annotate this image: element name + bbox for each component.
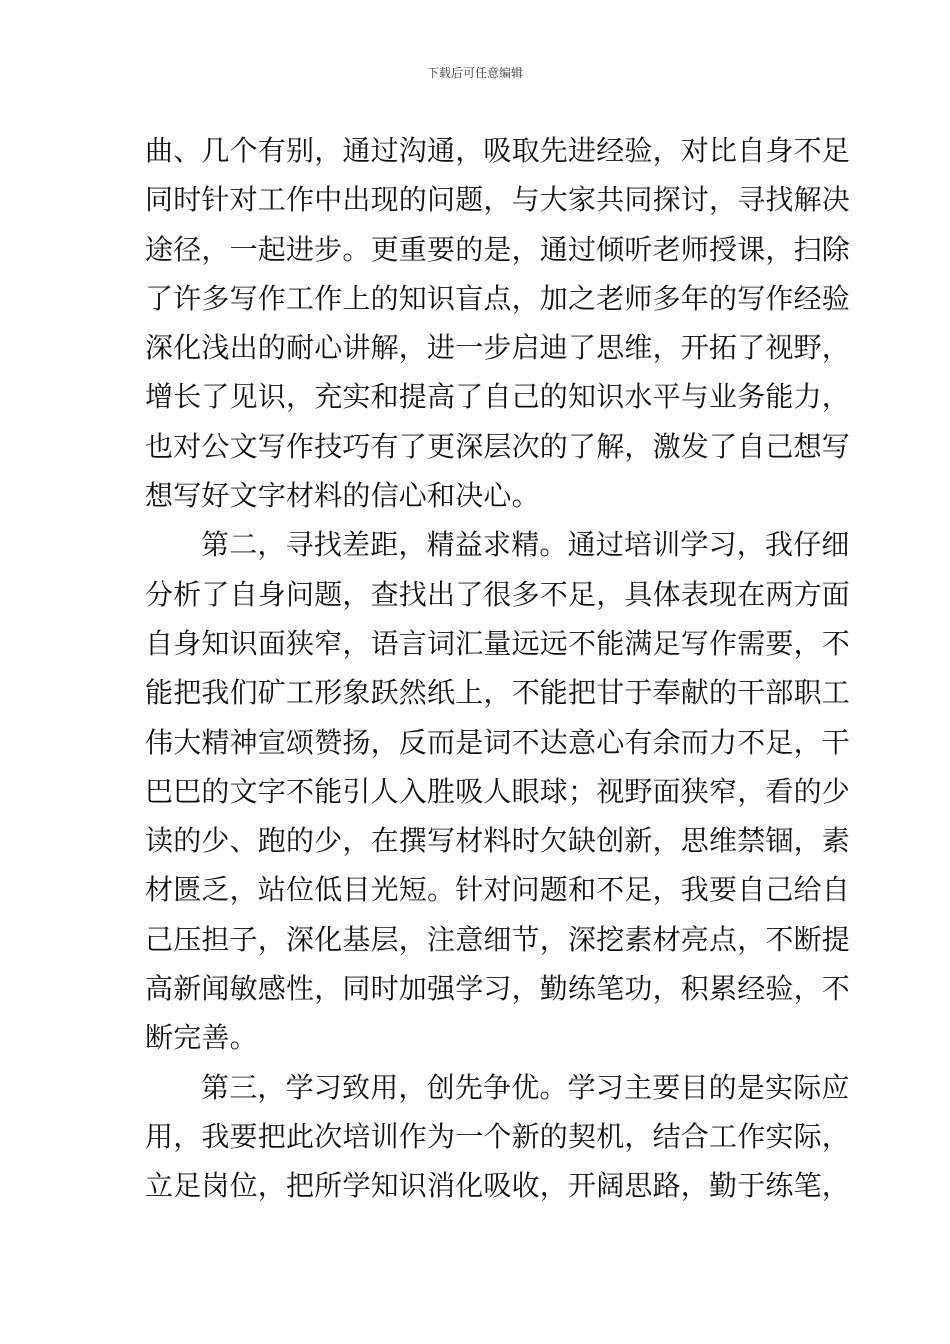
- text-line: 断完善。: [145, 1021, 258, 1055]
- text-line: 也对公文写作技巧有了更深层次的了解，激发了自己想写: [145, 429, 851, 463]
- text-line: 了许多写作工作上的知识盲点，加之老师多年的写作经验: [145, 281, 851, 315]
- text-line: 分析了自身问题，查找出了很多不足，具体表现在两方面: [145, 577, 851, 611]
- document-body: [145, 126, 851, 1211]
- text-line: 同时针对工作中出现的问题，与大家共同探讨，寻找解决: [145, 183, 851, 217]
- text-line: 己压担子，深化基层，注意细节，深挖素材亮点，不断提: [145, 922, 851, 956]
- paragraph-start-line: 第二，寻找差距，精益求精。通过培训学习，我仔细: [201, 528, 850, 562]
- text-line: 想写好文字材料的信心和决心。: [145, 479, 540, 513]
- text-line: 曲、几个有别，通过沟通，吸取先进经验，对比自身不足: [145, 134, 851, 167]
- text-line: 立足岗位，把所学知识消化吸收，开阔思路，勤于练笔，: [145, 1169, 851, 1203]
- text-line: 伟大精神宣颂赞扬，反而是词不达意心有余而力不足，干: [145, 725, 851, 759]
- text-line: 途径，一起进步。更重要的是，通过倾听老师授课，扫除: [145, 232, 851, 266]
- text-line: 读的少、跑的少，在撰写材料时欠缺创新，思维禁锢，素: [145, 824, 851, 858]
- text-line: 自身知识面狭窄，语言词汇量远远不能满足写作需要，不: [145, 626, 851, 660]
- text-line: 能把我们矿工形象跃然纸上，不能把甘于奉献的干部职工: [145, 676, 851, 710]
- text-line: 用，我要把此次培训作为一个新的契机，结合工作实际，: [145, 1119, 851, 1153]
- text-line: 材匮乏，站位低目光短。针对问题和不足，我要自己给自: [145, 873, 851, 907]
- text-line: 深化浅出的耐心讲解，进一步启迪了思维，开拓了视野，: [145, 331, 851, 365]
- text-line: 高新闻敏感性，同时加强学习，勤练笔功，积累经验，不: [145, 972, 851, 1006]
- text-line: 巴巴的文字不能引人入胜吸人眼球；视野面狭窄，看的少: [145, 774, 851, 808]
- header-note: 下载后可任意编辑: [426, 66, 523, 80]
- paragraph-start-line: 第三，学习致用，创先争优。学习主要目的是实际应: [201, 1070, 850, 1104]
- text-line: 增长了见识，充实和提高了自己的知识水平与业务能力，: [145, 380, 851, 414]
